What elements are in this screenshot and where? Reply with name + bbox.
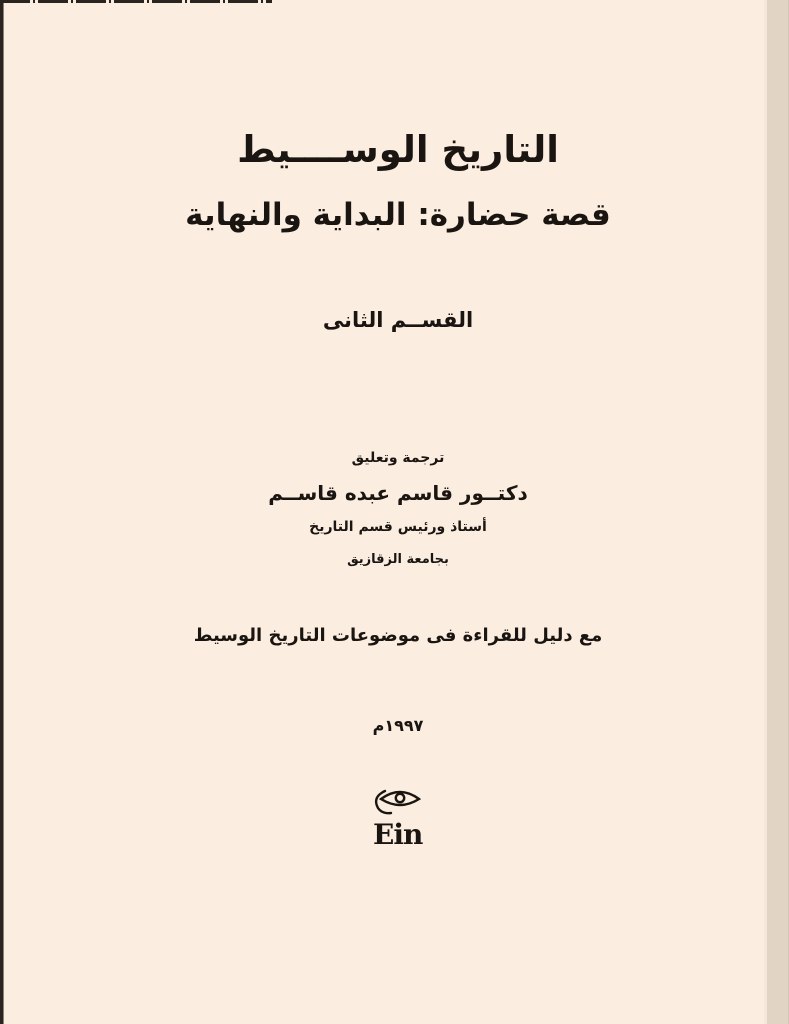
publisher-logo-text: Ein — [373, 818, 423, 851]
appendix-note: مع دليل للقراءة فى موضوعات التاريخ الوسيط — [193, 625, 603, 646]
author-name: دكتــور قاسم عبده قاســم — [268, 481, 528, 505]
scan-edge-top — [0, 0, 272, 3]
author-position: أستاذ ورئيس قسم التاريخ — [309, 519, 487, 535]
scan-edge-left — [0, 0, 5, 1024]
author-university: بجامعة الزقازيق — [347, 552, 449, 567]
book-title: التاريخ الوســــيط — [237, 128, 559, 171]
translation-label: ترجمة وتعليق — [351, 450, 445, 466]
eye-icon — [376, 791, 419, 813]
book-subtitle: قصة حضارة: البداية والنهاية — [185, 197, 611, 233]
publisher-logo — [367, 784, 431, 852]
publication-year: ١٩٩٧م — [372, 716, 424, 735]
volume-part: القســم الثانى — [322, 308, 474, 332]
